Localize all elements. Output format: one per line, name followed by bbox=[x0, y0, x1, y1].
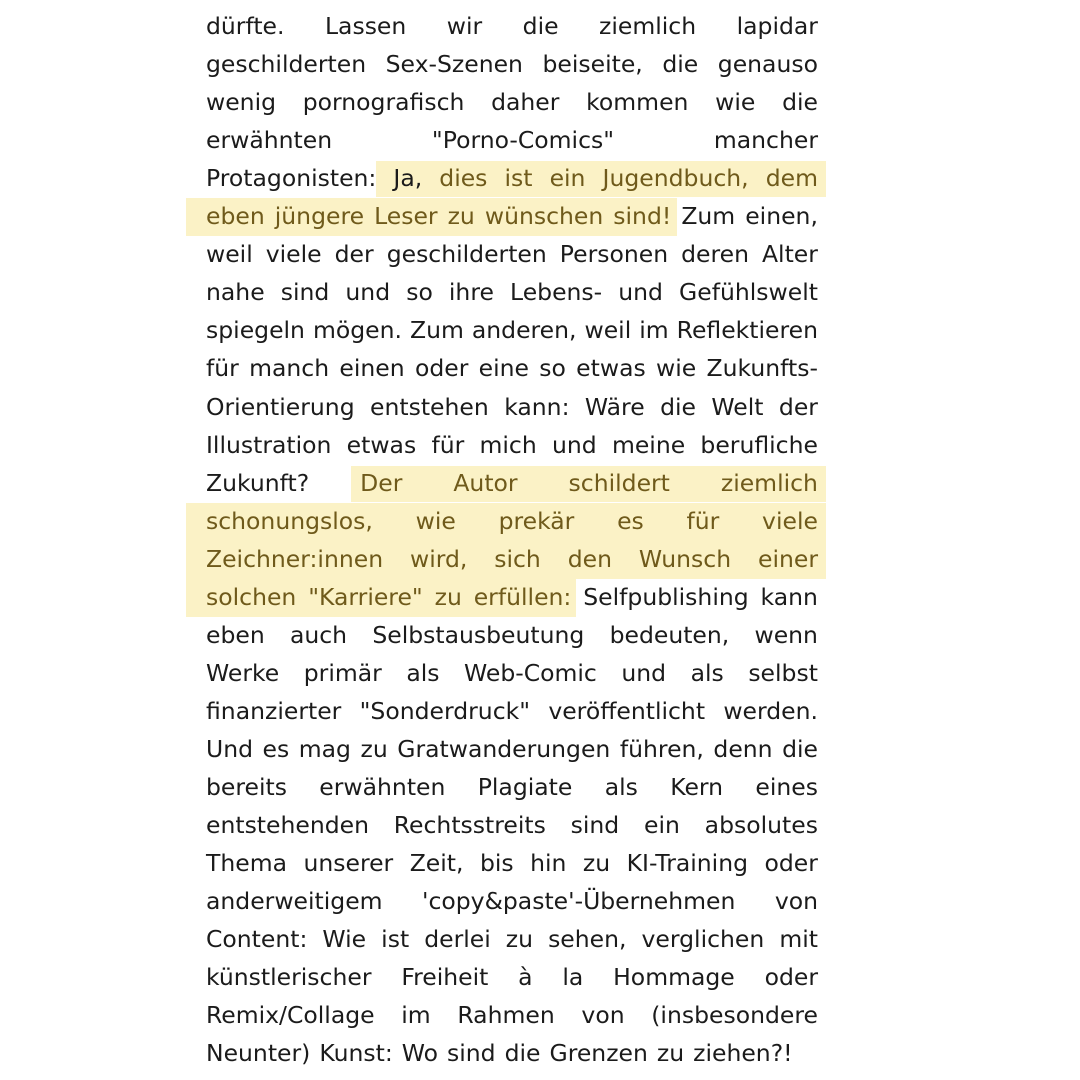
word: Orientierung bbox=[206, 392, 355, 421]
text-line bbox=[206, 768, 818, 806]
word: Web-Comic bbox=[464, 658, 597, 687]
word: geschilderten bbox=[206, 50, 367, 79]
word: entstehen bbox=[370, 392, 489, 421]
word: derlei bbox=[424, 925, 491, 954]
word: mich bbox=[479, 430, 537, 459]
word: ziehen?! bbox=[693, 1039, 793, 1068]
word: nahe bbox=[206, 278, 265, 307]
text-line bbox=[206, 426, 818, 464]
highlighted-word: Leser bbox=[374, 202, 438, 231]
word: Sex-Szenen bbox=[385, 50, 523, 79]
word: erwähnten bbox=[319, 773, 446, 801]
highlighted-word: dem bbox=[765, 164, 818, 193]
word: für bbox=[431, 430, 465, 459]
word: bedeuten, bbox=[609, 620, 730, 649]
word: entstehenden bbox=[206, 811, 369, 840]
word: Kunst: bbox=[319, 1039, 393, 1068]
word: finanzierter bbox=[206, 696, 342, 725]
word: lapidar bbox=[736, 12, 818, 40]
word: Thema bbox=[206, 849, 287, 878]
highlighted-word: eben bbox=[206, 202, 265, 231]
word: einen, bbox=[745, 202, 818, 231]
word: Zum bbox=[409, 316, 464, 345]
highlighted-word: zu bbox=[434, 582, 462, 611]
highlighted-word: schildert bbox=[568, 468, 670, 497]
highlighted-word: viele bbox=[762, 506, 818, 535]
highlighted-word: wie bbox=[415, 506, 456, 535]
word: wie bbox=[656, 354, 697, 383]
word: Wäre bbox=[584, 392, 645, 421]
word: Gefühlswelt bbox=[679, 278, 818, 307]
word: anderen, bbox=[471, 316, 577, 345]
highlighted-word: "Karriere" bbox=[308, 582, 423, 611]
word: Lebens- bbox=[510, 278, 603, 307]
word: werden. bbox=[723, 696, 818, 725]
highlighted-word: Jugendbuch, bbox=[602, 164, 749, 193]
word: zu bbox=[582, 849, 611, 878]
word: primär bbox=[303, 658, 382, 687]
word: (insbesondere bbox=[651, 1001, 818, 1030]
word: erwähnten bbox=[206, 126, 333, 155]
word: Werke bbox=[206, 658, 280, 687]
word: zu bbox=[505, 925, 534, 954]
word: Zukunfts- bbox=[706, 354, 818, 383]
text-line bbox=[206, 464, 818, 502]
word: wenn bbox=[754, 620, 818, 649]
word: einen bbox=[339, 354, 405, 383]
word: "Sonderdruck" bbox=[359, 696, 531, 725]
word: Protagonisten: bbox=[206, 164, 377, 193]
word: Rechtsstreits bbox=[393, 811, 546, 840]
word: 'copy&paste'-Übernehmen bbox=[421, 887, 736, 916]
word: deren bbox=[681, 240, 749, 269]
word: ziemlich bbox=[599, 12, 697, 40]
word: veröffentlicht bbox=[548, 696, 706, 725]
word: von bbox=[774, 887, 818, 916]
word: Content: bbox=[206, 925, 308, 954]
highlighted-word: jüngere bbox=[274, 202, 365, 231]
text-line bbox=[206, 235, 818, 273]
word: es bbox=[262, 734, 290, 763]
word: die bbox=[660, 392, 696, 421]
text-line bbox=[206, 121, 818, 159]
highlighted-word: Wunsch bbox=[638, 544, 732, 573]
word: Rahmen bbox=[457, 1001, 555, 1030]
word: kann: bbox=[504, 392, 570, 421]
word: eine bbox=[478, 354, 529, 383]
highlighted-word: sich bbox=[494, 544, 541, 573]
highlighted-word: ein bbox=[549, 164, 586, 193]
word: mit bbox=[779, 925, 818, 954]
text-line bbox=[206, 1034, 818, 1072]
highlighted-word: dies bbox=[439, 164, 488, 193]
word: für bbox=[206, 354, 239, 383]
word: viele bbox=[265, 240, 322, 269]
word: bis bbox=[479, 849, 514, 878]
word: sind bbox=[570, 811, 620, 840]
highlighted-word: Zeichner:innen bbox=[206, 544, 384, 573]
highlighted-word: es bbox=[617, 506, 644, 535]
word: la bbox=[562, 963, 584, 992]
word: anderweitigem bbox=[206, 887, 383, 916]
word: und bbox=[345, 278, 391, 307]
text-line bbox=[206, 958, 818, 996]
text-line bbox=[206, 349, 818, 387]
text-line bbox=[206, 920, 818, 958]
word: als bbox=[604, 773, 638, 801]
word: Selbstausbeutung bbox=[372, 620, 585, 649]
text-line bbox=[206, 273, 818, 311]
word: Lassen bbox=[324, 12, 407, 40]
word: meine bbox=[611, 430, 686, 459]
word: die bbox=[782, 734, 818, 763]
highlighted-word: den bbox=[567, 544, 612, 573]
word: oder bbox=[414, 354, 469, 383]
word: manch bbox=[249, 354, 330, 383]
word: wenig bbox=[206, 88, 277, 117]
text-line bbox=[206, 654, 818, 692]
word: geschilderten bbox=[386, 240, 547, 269]
word: und bbox=[552, 430, 597, 459]
word: kommen bbox=[586, 88, 689, 117]
text-line bbox=[206, 730, 818, 768]
word: Illustration bbox=[206, 430, 332, 459]
highlighted-word: Der bbox=[360, 468, 403, 497]
highlighted-word: wünschen bbox=[484, 202, 604, 231]
word: oder bbox=[764, 963, 818, 992]
text-line bbox=[206, 7, 818, 45]
word: mögen. bbox=[312, 316, 402, 345]
word: sind bbox=[280, 278, 330, 307]
highlighted-word: erfüllen: bbox=[473, 582, 572, 611]
word: Reflektieren bbox=[676, 316, 818, 345]
word: auch bbox=[289, 620, 348, 649]
word: unserer bbox=[303, 849, 394, 878]
word: im bbox=[401, 1001, 431, 1030]
word: hin bbox=[530, 849, 567, 878]
word: Alter bbox=[761, 240, 818, 269]
text-line bbox=[206, 83, 818, 121]
highlighted-word: für bbox=[686, 506, 720, 535]
word: mancher bbox=[713, 126, 818, 155]
word: Plagiate bbox=[477, 773, 573, 801]
word: verglichen bbox=[641, 925, 765, 954]
highlighted-word: wird, bbox=[409, 544, 468, 573]
word: berufliche bbox=[700, 430, 818, 459]
word: Welt bbox=[711, 392, 764, 421]
word: zu bbox=[656, 1039, 685, 1068]
text-line bbox=[206, 540, 818, 578]
text-line bbox=[206, 311, 818, 349]
highlighted-word: schonungslos, bbox=[206, 506, 373, 535]
highlighted-word: sind! bbox=[613, 202, 672, 231]
word: à bbox=[518, 963, 533, 992]
word: wir bbox=[446, 12, 483, 40]
word: KI-Training bbox=[626, 849, 749, 878]
word: etwas bbox=[346, 430, 417, 459]
word: weil bbox=[584, 316, 632, 345]
word: weil bbox=[206, 240, 253, 269]
word: pornografisch bbox=[302, 88, 465, 117]
word: dürfte. bbox=[206, 12, 285, 40]
word: eben bbox=[206, 620, 265, 649]
word: eines bbox=[755, 773, 818, 801]
word: Neunter) bbox=[206, 1039, 311, 1068]
word: Selfpublishing bbox=[583, 582, 749, 611]
text-line bbox=[206, 616, 818, 654]
word: genauso bbox=[717, 50, 818, 79]
word: Remix/Collage bbox=[206, 1001, 375, 1030]
word: Hommage bbox=[613, 963, 735, 992]
word: zu bbox=[360, 734, 388, 763]
word: so bbox=[539, 354, 566, 383]
word: und bbox=[621, 658, 667, 687]
word: Wie bbox=[322, 925, 367, 954]
word: Zukunft? bbox=[206, 468, 310, 497]
word: Gratwanderungen bbox=[397, 734, 611, 763]
word: Wo bbox=[401, 1039, 438, 1068]
word: die bbox=[504, 1039, 541, 1068]
word: die bbox=[662, 50, 699, 79]
text-line bbox=[206, 388, 818, 426]
word: Zum bbox=[681, 202, 736, 231]
highlighted-word: Autor bbox=[453, 468, 518, 497]
word: wie bbox=[715, 88, 756, 117]
word: etwas bbox=[576, 354, 646, 383]
text-line bbox=[206, 996, 818, 1034]
word: spiegeln bbox=[206, 316, 305, 345]
word: oder bbox=[764, 849, 818, 878]
word: Und bbox=[206, 734, 254, 763]
word: als bbox=[406, 658, 440, 687]
word: führen, bbox=[619, 734, 704, 763]
word: Personen bbox=[559, 240, 669, 269]
word: der bbox=[778, 392, 818, 421]
word: ein bbox=[644, 811, 680, 840]
highlighted-word: prekär bbox=[498, 506, 575, 535]
word: so bbox=[406, 278, 433, 307]
word: Freiheit bbox=[401, 963, 489, 992]
text-line bbox=[206, 882, 818, 920]
highlighted-word: ist bbox=[504, 164, 533, 193]
word: der bbox=[334, 240, 374, 269]
word: die bbox=[782, 88, 818, 117]
text-line bbox=[206, 197, 818, 235]
highlighted-word: einer bbox=[757, 544, 818, 573]
text-line bbox=[206, 45, 818, 83]
word: künstlerischer bbox=[206, 963, 372, 992]
word: die bbox=[522, 12, 559, 40]
word: selbst bbox=[748, 658, 818, 687]
text-line bbox=[206, 692, 818, 730]
word: bereits bbox=[206, 773, 287, 801]
word: beiseite, bbox=[542, 50, 643, 79]
word: kann bbox=[760, 582, 818, 611]
word: ihre bbox=[448, 278, 494, 307]
text-line bbox=[206, 159, 818, 197]
word: Grenzen bbox=[549, 1039, 648, 1068]
word: als bbox=[690, 658, 724, 687]
word: und bbox=[618, 278, 663, 307]
text-line bbox=[206, 844, 818, 882]
text-line bbox=[206, 806, 818, 844]
word: absolutes bbox=[704, 811, 818, 840]
word: Zeit, bbox=[409, 849, 464, 878]
word: von bbox=[581, 1001, 625, 1030]
word: Ja, bbox=[393, 164, 423, 193]
word: Kern bbox=[670, 773, 724, 801]
word: denn bbox=[713, 734, 773, 763]
highlighted-word: zu bbox=[447, 202, 475, 231]
highlighted-word: ziemlich bbox=[720, 468, 818, 497]
word: sind bbox=[446, 1039, 496, 1068]
highlighted-word: solchen bbox=[206, 582, 297, 611]
word: mag bbox=[298, 734, 351, 763]
word: sehen, bbox=[548, 925, 627, 954]
word: im bbox=[639, 316, 669, 345]
word: "Porno-Comics" bbox=[431, 126, 615, 155]
word: daher bbox=[491, 88, 560, 117]
word: ist bbox=[381, 925, 410, 954]
